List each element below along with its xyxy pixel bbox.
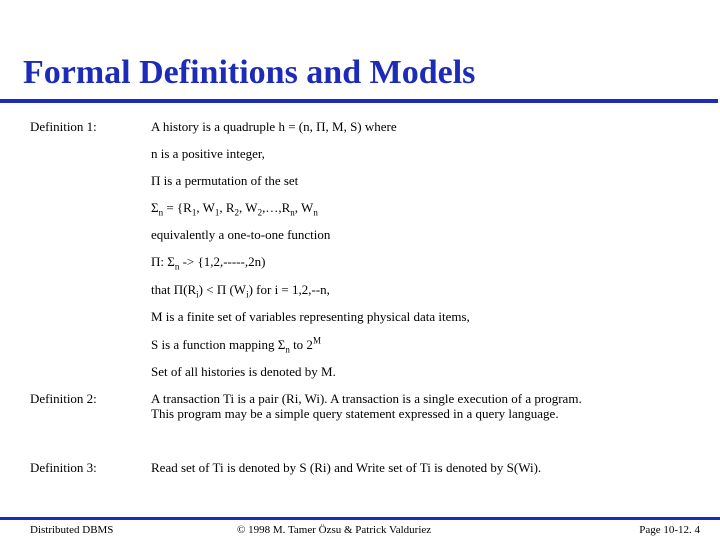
page-title: Formal Definitions and Models <box>23 54 476 91</box>
definition-1-equivalently: equivalently a one-to-one function <box>151 227 331 242</box>
definition-1-intro: A history is a quadruple h = (n, Π, M, S) where <box>151 119 397 134</box>
definition-2-label: Definition 2: <box>30 391 97 406</box>
title-divider <box>0 99 718 103</box>
footer-divider <box>0 517 720 520</box>
definition-2-line-2: This program may be a simple query statement expressed in a query language. <box>151 406 559 421</box>
definition-1-s-mapping: S is a function mapping $\Sigma_n$ to $2^M$ <box>151 335 321 355</box>
definition-1-permutation: Π is a permutation of the set <box>151 173 299 188</box>
footer-page-number: Page 10-12. 4 <box>639 524 700 536</box>
definition-2-line-1: A transaction Ti is a pair (Ri, Wi). A transaction is a single execution of a program. <box>151 391 582 406</box>
definition-1-n-positive: n is a positive integer, <box>151 146 265 161</box>
definition-3-label: Definition 3: <box>30 460 97 475</box>
definition-1-function: Π: $\Sigma_n -> \{1,2,-----,2n)$ <box>151 254 266 272</box>
definition-1-sigma-set: $\Sigma_n = \{R_1$, $W_1$, $R_2$, $W_2,\dots,R_n$, $W_n$ <box>151 200 318 218</box>
footer-course: Distributed DBMS <box>30 524 114 536</box>
definition-3-line-1: Read set of Ti is denoted by S (Ri) and Write set of Ti is denoted by S(Wi). <box>151 460 542 475</box>
definition-1-m-finite: M is a finite set of variables representing physical data items, <box>151 309 470 324</box>
definition-1-ordering: that $\Pi(R_i) < \Pi$ $(W_i)$ for i = 1,2,--n, <box>151 282 330 300</box>
definition-1-set-all: Set of all histories is denoted by M. <box>151 364 336 379</box>
definition-1-label: Definition 1: <box>30 119 97 134</box>
footer-copyright: © 1998 M. Tamer Özsu & Patrick Valduriez <box>237 524 432 536</box>
